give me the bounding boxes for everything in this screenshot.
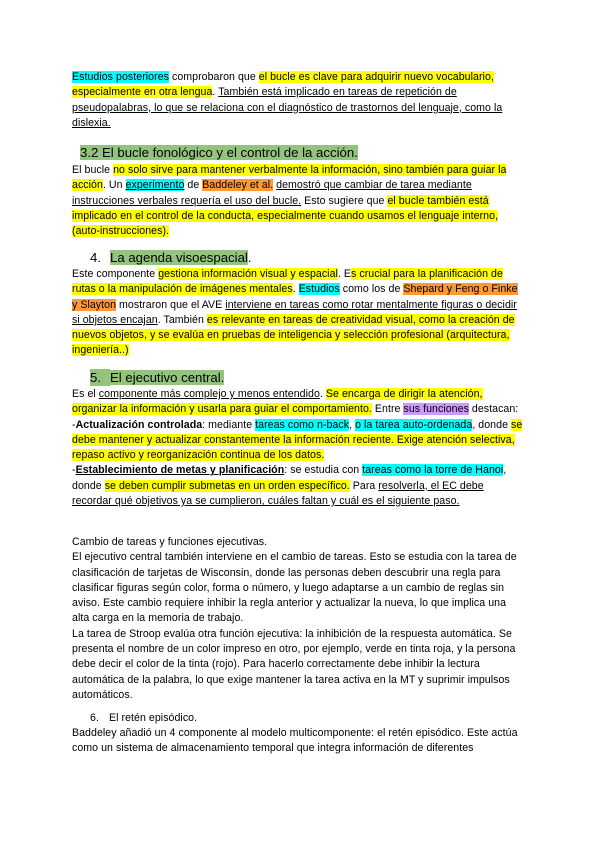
text-run: . E [337, 268, 352, 280]
highlight-text: es relevante en tareas de creatividad visual, como la creación de nuevos objetos, y se evalúa en pruebas de inteligencia y selección profesional (arquitectura, ingeniería..) [72, 313, 515, 357]
text-run: , donde [472, 418, 512, 431]
highlight-text: s crucial para la planificación de rutas o la manipulación de imágenes mentales [72, 268, 503, 296]
highlight-text: tareas como n-back [255, 418, 350, 431]
section-heading: El retén episódico. [109, 712, 198, 724]
highlight-text: se debe mantener y actualizar constantemente la información reciente. Exige atención selectiva, repaso activo y reorganización continua de los datos. [72, 418, 523, 462]
heading-3-2 [80, 144, 532, 161]
highlight-text: sus funciones [403, 403, 469, 416]
text-run: Para [349, 479, 379, 492]
text-run: Esto sugiere que [301, 194, 388, 207]
heading-6 [90, 711, 542, 726]
text-run: destacan: [468, 403, 519, 416]
underlined-text: resolverla, el EC debe recordar qué objetivos ya se cumplieron, cuáles faltan y cuál es el siguiente paso. [72, 479, 484, 508]
underlined-text: componente más complejo y menos entendido [98, 388, 320, 400]
text-run: - [72, 464, 76, 477]
highlight-text: tareas como la torre de Hanoi [362, 464, 504, 477]
paragraph-reten-episodico [72, 726, 524, 757]
paragraph-stroop: La tarea de Stroop evalúa otra función ejecutiva: la inhibición de la respuesta automática. Se presenta el nombre de un color impreso en otro, por ejemplo, verde en tinta roja, y la persona debe decir el color de la tinta (rojo). Para hacerlo correctamente debe inhibir la lectura automática de la palabra, lo que exige mantener la tarea activa en la MT y suprimir impulsos automáticos. [72, 627, 516, 701]
highlight-text: Baddeley et al. [202, 179, 274, 192]
highlight-text: se deben cumplir submetas en un orden específico. [104, 479, 350, 492]
paragraph-ejecutivo-central [72, 387, 524, 509]
paragraph-bucle-accion [72, 163, 524, 239]
subheading: Cambio de tareas y funciones ejecutivas. [72, 536, 268, 548]
text-run: : se estudia con [284, 464, 363, 477]
bold-term: Establecimiento de metas y planificación [75, 464, 285, 477]
highlight-text: gestiona información visual y espacial [158, 268, 338, 280]
section-heading: El ejecutivo central. [110, 370, 225, 385]
text-run: . Un [102, 179, 126, 192]
text-run: mostraron que el AVE [116, 298, 226, 311]
text-run: . [319, 388, 326, 400]
text-run: : mediante [202, 418, 256, 431]
highlight-text: Se encarga de dirigir la atención, organizar la información y usarla para guiar el comportamiento. [72, 388, 483, 416]
text-run: . También [157, 313, 207, 326]
heading-number: 6. [90, 712, 99, 724]
highlight-text: el bucle también está implicado en el control de la conducta, especialmente cuando usamos el lenguaje interno, (auto-instrucciones). [72, 194, 499, 238]
text-run: Entre [371, 403, 404, 416]
paragraph-estudios-posteriores [72, 70, 524, 131]
underlined-text: También está implicado en tareas de repetición de pseudopalabras, lo que se relaciona con el diagnóstico de trastornos del lenguaje, como la dislexia. [72, 86, 503, 129]
underlined-text: interviene en tareas como rotar mentalmente figuras o decidir si objetos encajan [72, 298, 517, 326]
section-heading: 3.2 El bucle fonológico y el control de la acción. [80, 145, 358, 160]
text-run: - [72, 418, 76, 431]
highlight-text: Shepard y Feng o Finke y Slayton [72, 283, 518, 311]
heading-4 [90, 249, 542, 266]
text-run: , [349, 418, 356, 431]
heading-number: 4. [90, 250, 101, 265]
text-run: . [212, 86, 219, 99]
heading-number: 5. [90, 369, 110, 386]
section-heading: La agenda visoespacial [110, 250, 248, 265]
text-run: , donde [72, 464, 507, 492]
paragraph-agenda-visoespacial [72, 267, 524, 359]
highlight-text: no solo sirve para mantener verbalmente la información, sino también para guiar la acción [72, 164, 507, 192]
text-run: Es el [72, 388, 99, 400]
text-run: . [292, 283, 299, 296]
paragraph-wisconsin: El ejecutivo central también interviene en el cambio de tareas. Esto se estudia con la tarea de clasificación de tarjetas de Wisconsin, donde las personas deben descubrir una regla para clasificar figuras según color, forma o número, y luego adaptarse a un cambio de reglas sin aviso. Este cambio requiere inhibir la regla anterior y actualizar la nueva, lo que implica una alta carga en la memoria de trabajo. [72, 551, 517, 625]
text-run: como los de [339, 283, 404, 296]
highlight-text: Estudios posteriores [72, 71, 169, 83]
paragraph-cambio-tareas [72, 535, 524, 703]
highlight-text: experimento [125, 179, 185, 192]
heading-dot: . [247, 250, 252, 265]
underlined-text: demostró que cambiar de tarea mediante instrucciones verbales requería el uso del bucle. [72, 179, 472, 207]
highlight-text: o la tarea auto-ordenada [355, 418, 473, 431]
text-run: comprobaron que [168, 71, 259, 83]
highlight-text: el bucle es clave para adquirir nuevo vocabulario, especialmente en otra lengua [72, 71, 494, 99]
heading-5 [90, 369, 542, 386]
bold-term: Actualización controlada [75, 418, 203, 431]
text-run: de [184, 179, 203, 192]
text-run: El bucle [72, 164, 114, 176]
highlight-text: Estudios [298, 283, 340, 296]
text-run: Este componente [72, 268, 159, 280]
paragraph-text: Baddeley añadió un 4 componente al modelo multicomponente: el retén episódico. Este actúa como un sistema de almacenamiento temporal que integra información de diferentes [72, 727, 518, 755]
